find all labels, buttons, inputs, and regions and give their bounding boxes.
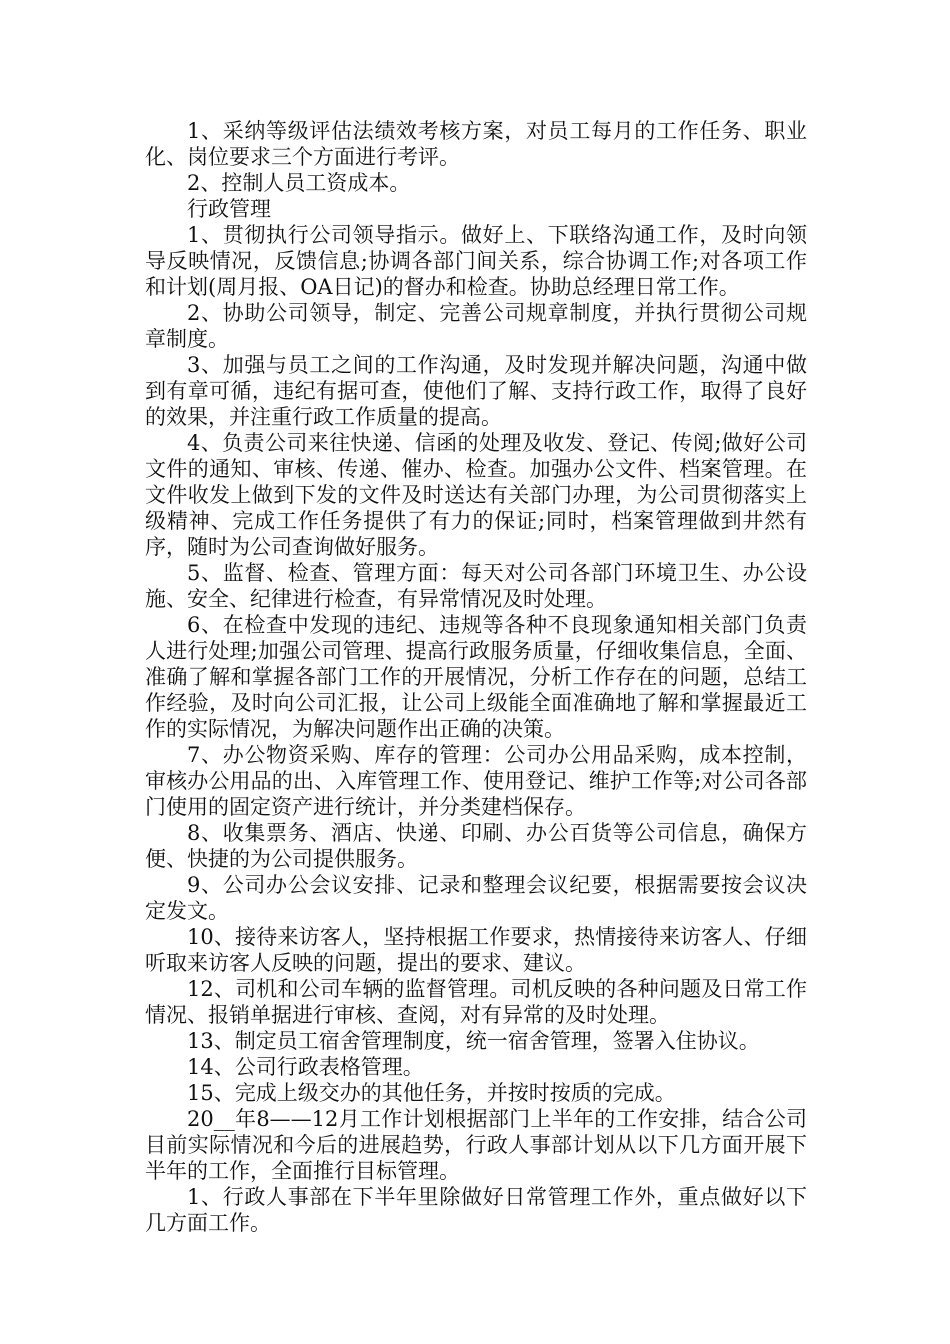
paragraph-7: 4、负责公司来往快递、信函的处理及收发、登记、传阅;做好公司文件的通知、审核、传递、催办、检查。加强办公文件、档案管理。在文件收发上做到下发的文件及时送达有关部门办理，为公司贯彻落实上级精神、完成工作任务提供了有力的保证;同时，档案管理做到井然有序，随时为公司查询做好服务。 [145,431,807,559]
paragraph-4: 1、贯彻执行公司领导指示。做好上、下联络沟通工作，及时向领导反映情况，反馈信息;协调各部门间关系，综合协调工作;对各项工作和计划(周月报、OA日记)的督办和检查。协助总经理日常工作。 [145,223,807,299]
paragraph-10: 7、办公物资采购、库存的管理：公司办公用品采购，成本控制，审核办公用品的出、入库管理工作、使用登记、维护工作等;对公司各部门使用的固定资产进行统计，并分类建档保存。 [145,743,807,819]
paragraph-2: 2、控制人员工资成本。 [187,171,411,195]
paragraph-14: 12、司机和公司车辆的监督管理。司机反映的各种问题及日常工作情况、报销单据进行审核、查阅，对有异常的及时处理。 [145,977,807,1027]
paragraph-13: 10、接待来访客人，坚持根据工作要求，热情接待来访客人、仔细听取来访客人反映的问题，提出的要求、建议。 [145,925,807,975]
paragraph-18: 20__年8——12月工作计划根据部门上半年的工作安排，结合公司目前实际情况和今后的进展趋势，行政人事部计划从以下几方面开展下半年的工作，全面推行目标管理。 [145,1107,807,1183]
paragraph-12: 9、公司办公会议安排、记录和整理会议纪要，根据需要按会议决定发文。 [145,873,807,923]
paragraph-1: 1、采纳等级评估法绩效考核方案，对员工每月的工作任务、职业化、岗位要求三个方面进行考评。 [145,119,807,169]
paragraph-15: 13、制定员工宿舍管理制度，统一宿舍管理，签署入住协议。 [187,1029,760,1053]
paragraph-19: 1、行政人事部在下半年里除做好日常管理工作外，重点做好以下几方面工作。 [145,1185,807,1235]
paragraph-16: 14、公司行政表格管理。 [187,1055,424,1079]
paragraph-9: 6、在检查中发现的违纪、违规等各种不良现象通知相关部门负责人进行处理;加强公司管理、提高行政服务质量，仔细收集信息，全面、准确了解和掌握各部门工作的开展情况，分析工作存在的问题，总结工作经验，及时向公司汇报，让公司上级能全面准确地了解和掌握最近工作的实际情况，为解决问题作出正确的决策。 [145,613,807,741]
paragraph-8: 5、监督、检查、管理方面：每天对公司各部门环境卫生、办公设施、安全、纪律进行检查，有异常情况及时处理。 [145,561,807,611]
section-heading: 行政管理 [187,197,271,221]
paragraph-5: 2、协助公司领导，制定、完善公司规章制度，并执行贯彻公司规章制度。 [145,301,807,351]
document-body [145,118,807,1236]
paragraph-6: 3、加强与员工之间的工作沟通，及时发现并解决问题，沟通中做到有章可循，违纪有据可查，使他们了解、支持行政工作，取得了良好的效果，并注重行政工作质量的提高。 [145,353,807,429]
paragraph-11: 8、收集票务、酒店、快递、印刷、办公百货等公司信息，确保方便、快捷的为公司提供服务。 [145,821,807,871]
paragraph-17: 15、完成上级交办的其他任务，并按时按质的完成。 [187,1081,676,1105]
